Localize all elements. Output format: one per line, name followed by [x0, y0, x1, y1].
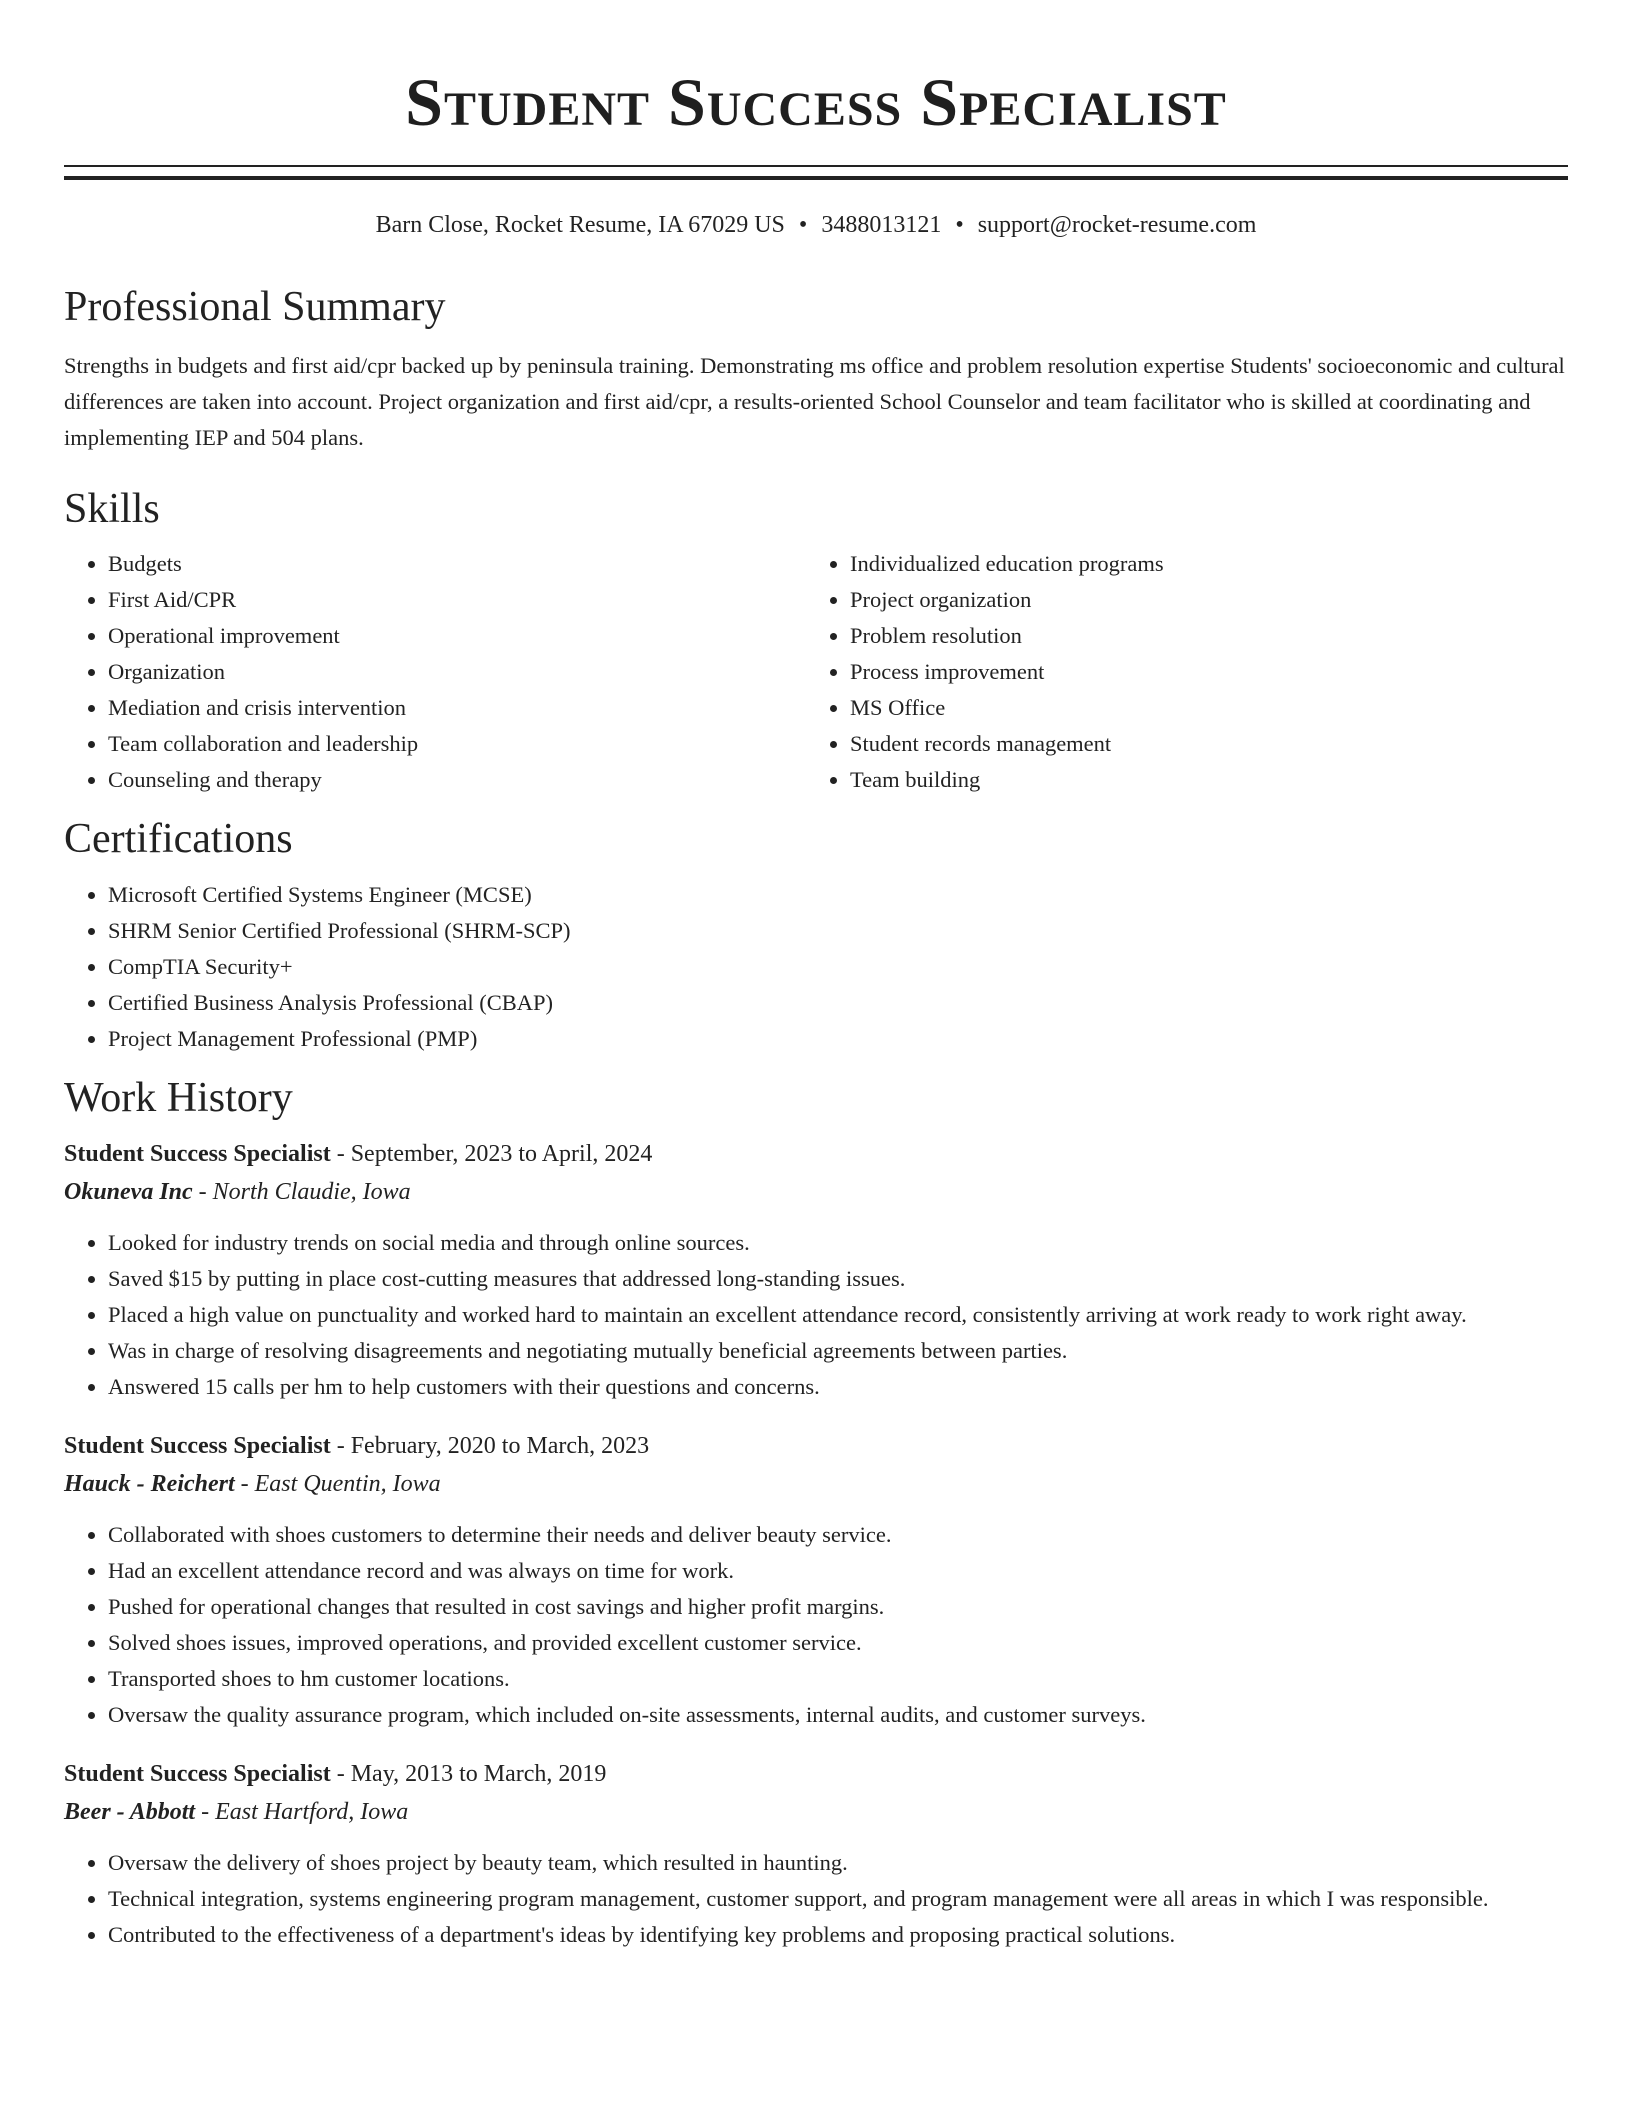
job-bullet: • Contributed to the effectiveness of a department's ideas by identifying key problems and proposing practical solutions. [108, 1917, 1568, 1953]
work-history-section [64, 1073, 1568, 1953]
skill-item: • MS Office [850, 690, 1548, 726]
skills-right-column [806, 546, 1548, 798]
job-location: - East Hartford, Iowa [195, 1799, 409, 1825]
job-bullet: • Saved $15 by putting in place cost-cutting measures that addressed long-standing issues. [108, 1261, 1568, 1297]
skill-item: • Organization [108, 654, 806, 690]
job-bullet: • Collaborated with shoes customers to determine their needs and deliver beauty service. [108, 1517, 1568, 1553]
resume-page [64, 0, 1568, 1953]
job-bullet: • Solved shoes issues, improved operations, and provided excellent customer service. [108, 1625, 1568, 1661]
summary-text: Strengths in budgets and first aid/cpr backed up by peninsula training. Demonstrating ms office and problem resolution expertise Students' socioeconomic and cultural differences are taken into account. Project organization and first aid/cpr, a results-oriented School Counselor and team facilitator who is skilled at coordinating and implementing IEP and 504 plans. [64, 353, 1565, 450]
contact-address: Barn Close, Rocket Resume, IA 67029 US [375, 212, 785, 238]
job-title: Student Success Specialist [64, 1761, 331, 1787]
contact-email: support@rocket-resume.com [977, 212, 1257, 238]
certification-item: • Microsoft Certified Systems Engineer (MCSE) [108, 877, 1568, 913]
skills-left-column [64, 546, 806, 798]
job-title: Student Success Specialist [64, 1433, 331, 1459]
job-bullet: • Oversaw the quality assurance program, which included on-site assessments, internal audits, and customer surveys. [108, 1697, 1568, 1733]
job-bullets [64, 1225, 1568, 1405]
job-company-line [64, 1173, 1568, 1211]
summary-section [64, 282, 1568, 456]
job-dates: - September, 2023 to April, 2024 [330, 1141, 653, 1167]
job-bullet: • Placed a high value on punctuality and worked hard to maintain an excellent attendance record, consistently arriving at work ready to work right away. [108, 1297, 1568, 1333]
skills-columns [64, 546, 1568, 798]
skill-item: • Problem resolution [850, 618, 1548, 654]
skills-right-list [806, 546, 1548, 798]
skill-item: • Project organization [850, 582, 1548, 618]
skill-item: • Team building [850, 762, 1548, 798]
skill-item: • Student records management [850, 726, 1548, 762]
job-location: - East Quentin, Iowa [234, 1471, 441, 1497]
certification-item: • SHRM Senior Certified Professional (SHRM-SCP) [108, 913, 1568, 949]
contact-line [64, 210, 1568, 240]
job-entry [64, 1755, 1568, 1953]
job-company: Beer - Abbott [64, 1799, 196, 1825]
job-bullet: • Had an excellent attendance record and was always on time for work. [108, 1553, 1568, 1589]
job-company: Hauck - Reichert [64, 1471, 235, 1497]
skills-heading: Skills [64, 486, 160, 532]
skills-section [64, 484, 1568, 798]
job-bullet: • Oversaw the delivery of shoes project by beauty team, which resulted in haunting. [108, 1845, 1568, 1881]
job-location: - North Claudie, Iowa [192, 1179, 411, 1205]
job-bullets [64, 1517, 1568, 1733]
certifications-section [64, 814, 1568, 1057]
certification-item: • CompTIA Security+ [108, 949, 1568, 985]
job-dates: - May, 2013 to March, 2019 [330, 1761, 607, 1787]
certification-item: • Project Management Professional (PMP) [108, 1021, 1568, 1057]
job-bullet: • Answered 15 calls per hm to help customers with their questions and concerns. [108, 1369, 1568, 1405]
skills-left-list [64, 546, 806, 798]
certification-item: • Certified Business Analysis Professional (CBAP) [108, 985, 1568, 1021]
skill-item: • Budgets [108, 546, 806, 582]
job-bullet: • Pushed for operational changes that resulted in cost savings and higher profit margins. [108, 1589, 1568, 1625]
skill-item: • Individualized education programs [850, 546, 1548, 582]
job-bullet: • Was in charge of resolving disagreements and negotiating mutually beneficial agreements between parties. [108, 1333, 1568, 1369]
header-divider [64, 165, 1568, 180]
candidate-name: Student Success Specialist [405, 64, 1227, 140]
job-entry [64, 1135, 1568, 1405]
skill-item: • Process improvement [850, 654, 1548, 690]
job-company-line [64, 1465, 1568, 1503]
work-history-heading: Work History [64, 1075, 293, 1121]
job-bullet: • Looked for industry trends on social media and through online sources. [108, 1225, 1568, 1261]
job-title: Student Success Specialist [64, 1141, 331, 1167]
contact-phone: 3488013121 [821, 212, 942, 238]
job-company: Okuneva Inc [64, 1179, 193, 1205]
contact-separator: • [798, 212, 808, 238]
job-dates: - February, 2020 to March, 2023 [330, 1433, 650, 1459]
job-bullets [64, 1845, 1568, 1953]
skill-item: • Counseling and therapy [108, 762, 806, 798]
summary-heading: Professional Summary [64, 284, 446, 330]
skill-item: • Operational improvement [108, 618, 806, 654]
job-bullet: • Technical integration, systems engineering program management, customer support, and program management were all areas in which I was responsible. [108, 1881, 1568, 1917]
job-entry [64, 1427, 1568, 1733]
skill-item: • First Aid/CPR [108, 582, 806, 618]
job-bullet: • Transported shoes to hm customer locations. [108, 1661, 1568, 1697]
certifications-list [64, 877, 1568, 1057]
skill-item: • Team collaboration and leadership [108, 726, 806, 762]
job-title-line [64, 1135, 1568, 1173]
job-title-line [64, 1755, 1568, 1793]
job-title-line [64, 1427, 1568, 1465]
job-company-line [64, 1793, 1568, 1831]
skill-item: • Mediation and crisis intervention [108, 690, 806, 726]
contact-separator: • [955, 212, 964, 238]
certifications-heading: Certifications [64, 816, 293, 862]
